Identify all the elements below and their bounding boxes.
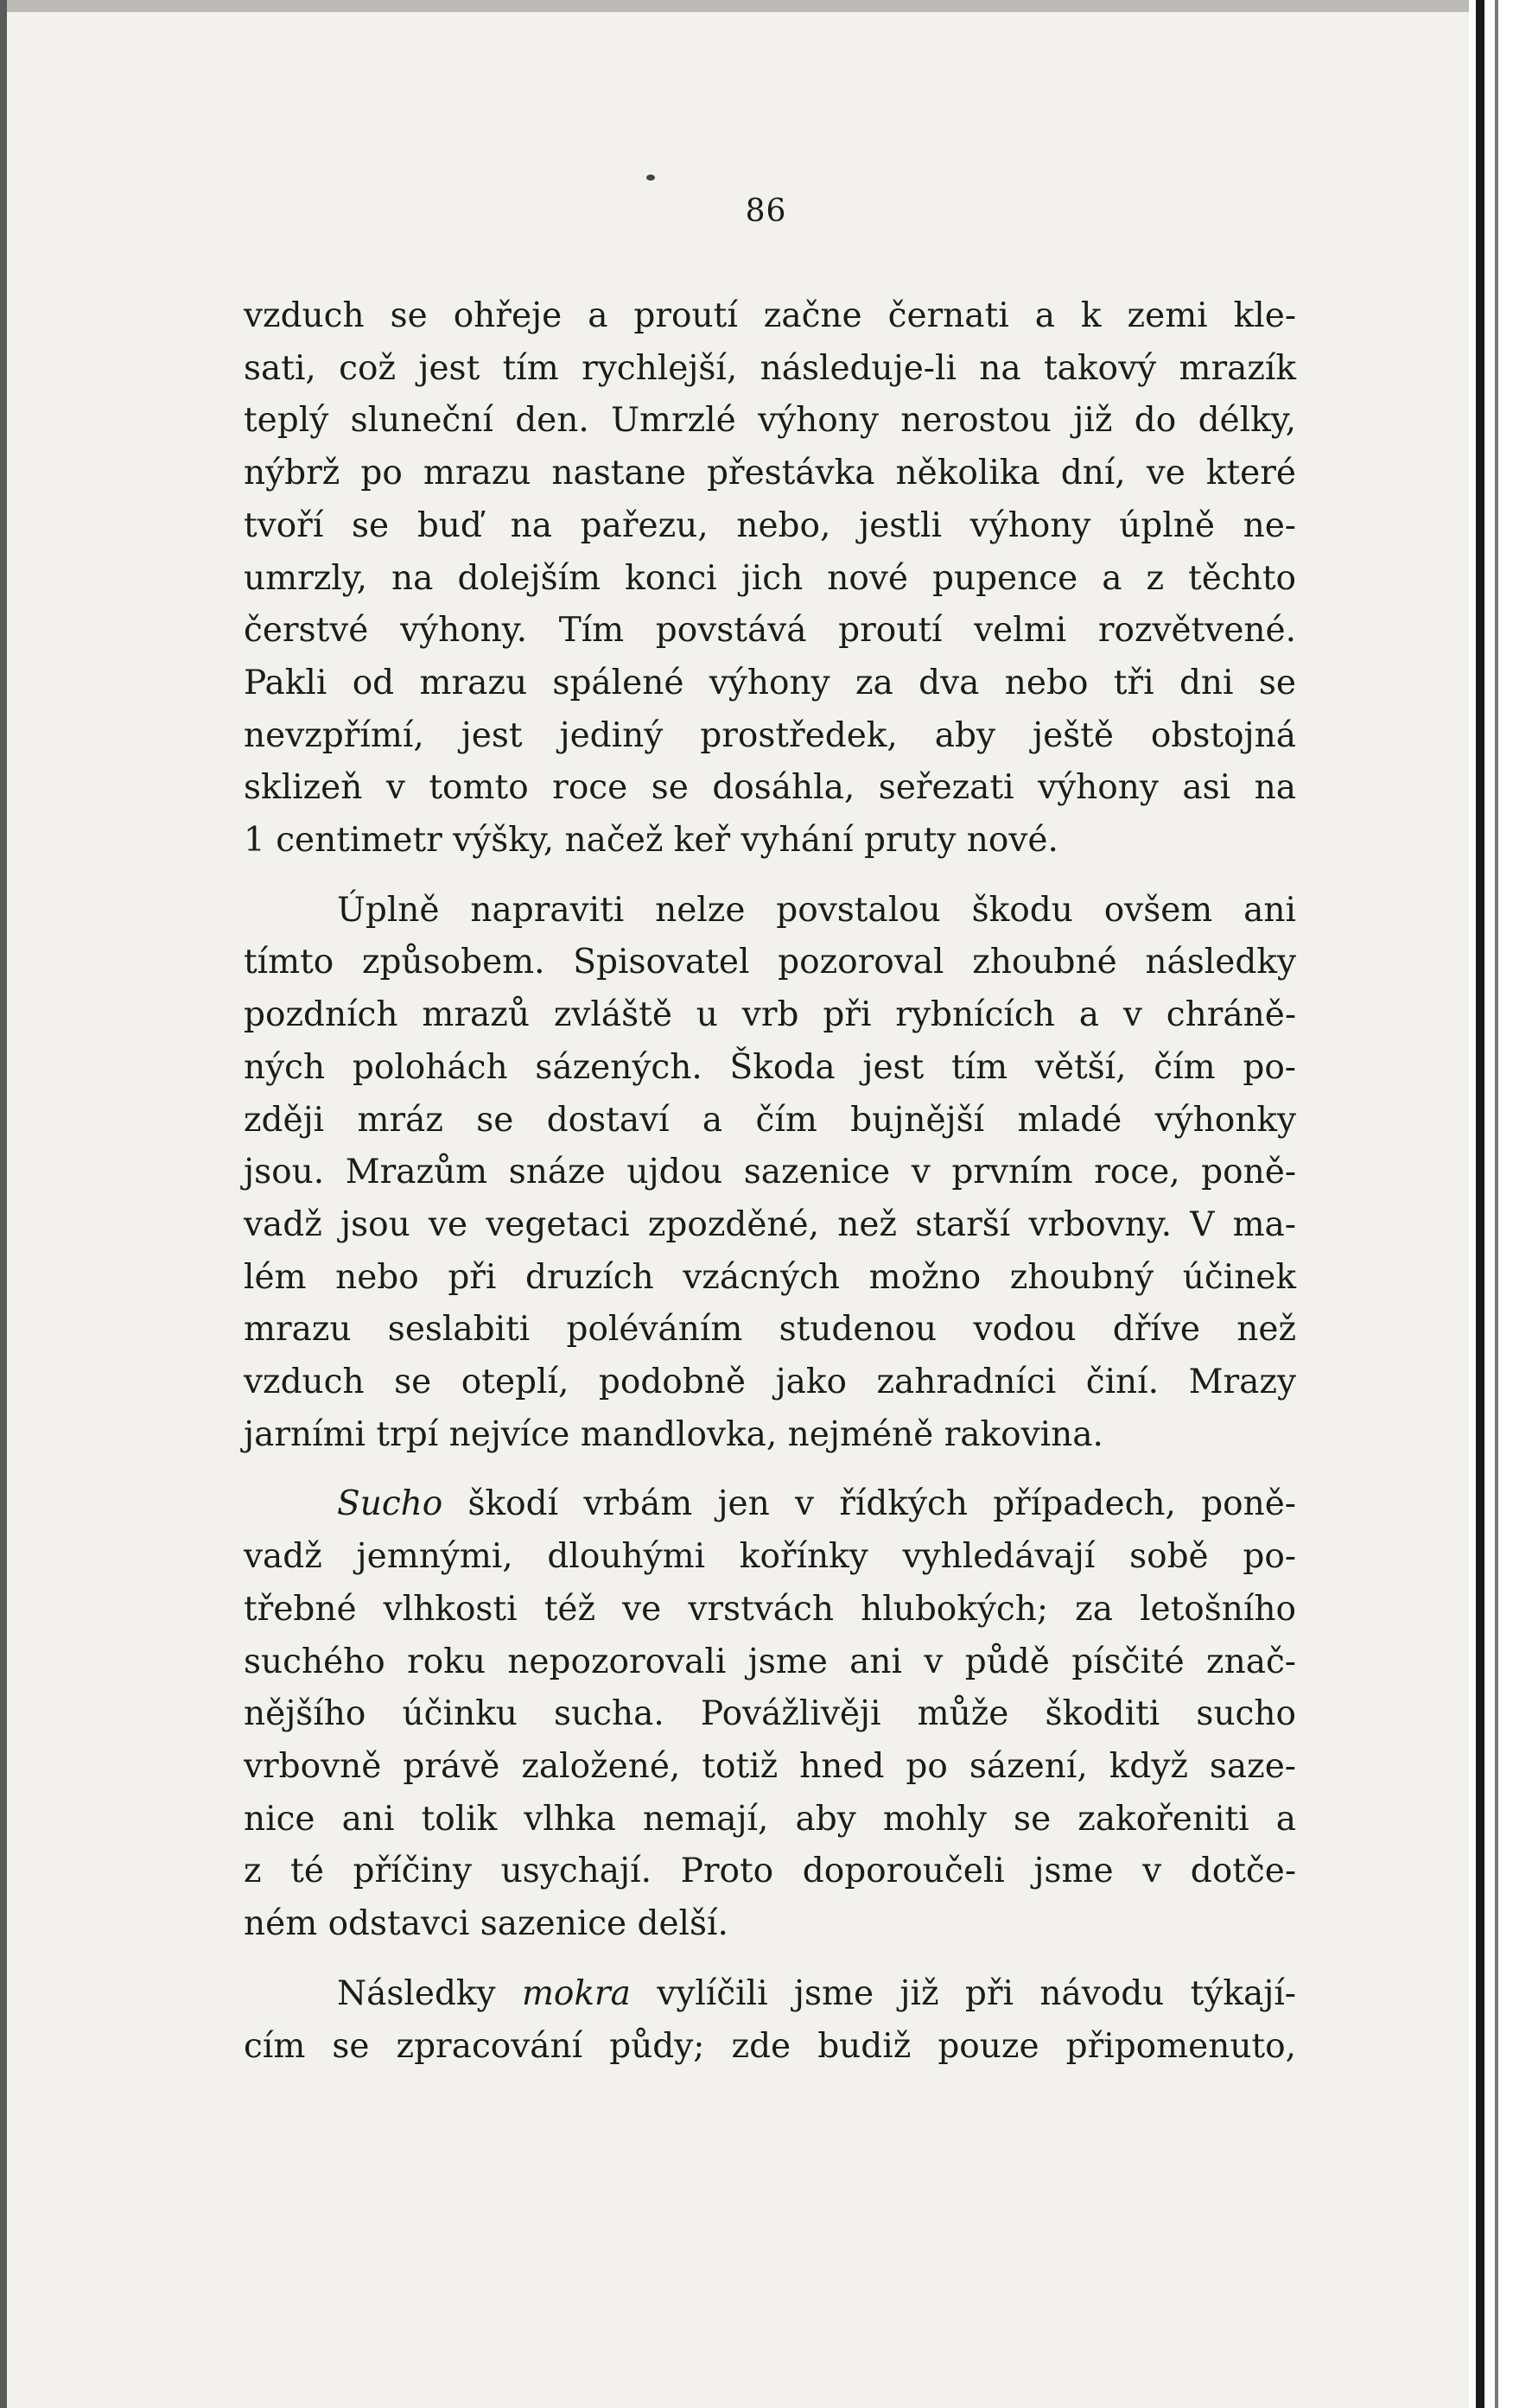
paragraph-2 xyxy=(244,885,1296,1462)
text-line: čerstvé výhony. Tím povstává proutí velmi rozvětvené. xyxy=(244,611,1296,651)
body-text xyxy=(244,290,1296,2073)
text-line-last: jarními trpí nejvíce mandlovka, nejméně rakovina. xyxy=(244,1414,1103,1454)
text-line: nevzpřímí, jest jediný prostředek, aby ještě obstojná xyxy=(244,715,1296,755)
text-line: tvoří se buď na pařezu, nebo, jestli výhony úplně ne- xyxy=(244,505,1296,545)
text-line: lém nebo při druzích vzácných možno zhoubný účinek xyxy=(244,1257,1296,1297)
text-line: nějšího účinku sucha. Povážlivěji může škoditi sucho xyxy=(244,1694,1296,1734)
text-line: cím se zpracování půdy; zde budiž pouze připomenuto, xyxy=(244,2026,1296,2066)
text-line: mrazu seslabiti poléváním studenou vodou dříve než xyxy=(244,1310,1296,1350)
text-line: z té příčiny usychají. Proto doporoučeli jsme v dotče- xyxy=(244,1852,1296,1891)
italic-term: Sucho xyxy=(337,1484,443,1524)
page-left-border xyxy=(0,0,7,2408)
text-fragment: vylíčili jsme již při návodu týkají- xyxy=(630,1973,1296,2013)
text-line: sklizeň v tomto roce se dosáhla, seřezati výhony asi na xyxy=(244,768,1296,808)
text-line: ných polohách sázených. Škoda jest tím větší, čím po- xyxy=(244,1047,1296,1087)
text-line: vadž jemnými, dlouhými kořínky vyhledávají sobě po- xyxy=(244,1537,1296,1577)
text-line: nice ani tolik vlhka nemají, aby mohly se zakořeniti a xyxy=(244,1799,1296,1839)
text-line: tímto způsobem. Spisovatel pozoroval zhoubné následky xyxy=(244,943,1296,982)
italic-term: mokra xyxy=(521,1973,631,2013)
text-line: umrzly, na dolejším konci jich nové pupence a z těchto xyxy=(244,558,1296,598)
book-edge-line-secondary xyxy=(1495,0,1498,2408)
ink-speck xyxy=(646,175,655,181)
text-line: jsou. Mrazům snáze ujdou sazenice v prvním roce, poně- xyxy=(244,1153,1296,1192)
text-line: Pakli od mrazu spálené výhony za dva nebo tři dni se xyxy=(244,663,1296,702)
text-line-last: ném odstavci sazenice delší. xyxy=(244,1904,728,1944)
text-fragment: škodí vrbám jen v řídkých případech, poně- xyxy=(442,1484,1296,1524)
text-fragment: Následky xyxy=(337,1973,522,2013)
text-line: teplý sluneční den. Umrzlé výhony nerostou již do délky, xyxy=(244,401,1296,441)
text-line: nýbrž po mrazu nastane přestávka několika dní, ve které xyxy=(244,454,1296,493)
text-line: vadž jsou ve vegetaci zpozděné, než starší vrbovny. V ma- xyxy=(244,1204,1296,1244)
text-line: zději mráz se dostaví a čím bujnější mladé výhonky xyxy=(244,1100,1296,1140)
text-line-last: 1 centimetr výšky, načež keř vyhání pruty nové. xyxy=(244,821,1058,861)
text-line: suchého roku nepozorovali jsme ani v půdě písčité znač- xyxy=(244,1642,1296,1681)
paragraph-4 xyxy=(244,1968,1296,2073)
text-line: vrbovně právě založené, totiž hned po sázení, když saze- xyxy=(244,1746,1296,1786)
text-line-indented xyxy=(244,1968,1296,2021)
book-edge-line xyxy=(1476,0,1484,2408)
text-line: vzduch se oteplí, podobně jako zahradníci činí. Mrazy xyxy=(244,1363,1296,1402)
page-top-border xyxy=(0,0,1469,12)
text-line-indented xyxy=(244,1478,1296,1531)
text-line-indented: Úplně napraviti nelze povstalou škodu ovšem ani xyxy=(337,890,1296,930)
text-line: pozdních mrazů zvláště u vrb při rybnících a v chráně- xyxy=(244,995,1296,1035)
paragraph-1 xyxy=(244,290,1296,867)
page-number: 86 xyxy=(745,194,787,229)
text-line: vzduch se ohřeje a proutí začne černati a k zemi kle- xyxy=(244,296,1296,335)
text-line: třebné vlhkosti též ve vrstvách hlubokých; za letošního xyxy=(244,1589,1296,1629)
text-line: sati, což jest tím rychlejší, následuje-li na takový mrazík xyxy=(244,348,1296,388)
paragraph-3 xyxy=(244,1478,1296,1950)
